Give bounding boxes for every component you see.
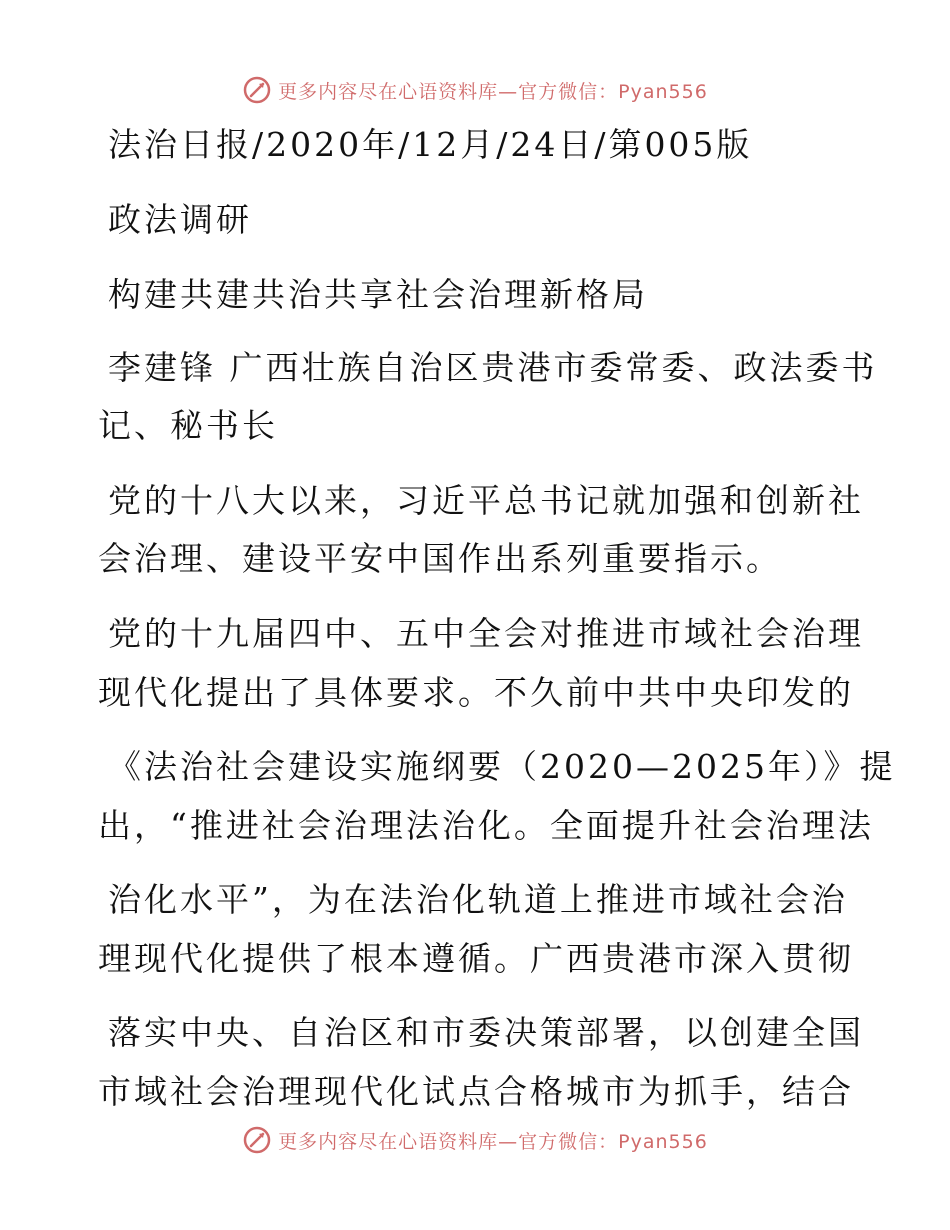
paragraph-line: 落实中央、自治区和市委决策部署，以创建全国 — [108, 1013, 864, 1052]
author-line-continued: 记、秘书长 — [98, 406, 278, 445]
paragraph-line: 党的十八大以来，习近平总书记就加强和创新社 — [108, 481, 864, 520]
watermark-text: 更多内容尽在心语资料库—官方微信：Pyan556 — [278, 80, 708, 103]
paragraph-line: 《法治社会建设实施纲要（2020—2025年）》提 — [108, 747, 896, 786]
publication-line: 法治日报/2020年/12月/24日/第005版 — [108, 125, 753, 164]
paragraph-line: 出，“推进社会治理法治化。全面提升社会治理法 — [98, 806, 874, 845]
author-line: 李建锋 广西壮族自治区贵港市委常委、政法委书 — [108, 348, 878, 387]
quill-logo-icon — [242, 75, 272, 105]
article-title: 构建共建共治共享社会治理新格局 — [108, 275, 648, 314]
paragraph-line: 现代化提出了具体要求。不久前中共中央印发的 — [98, 673, 854, 712]
paragraph-line: 市域社会治理现代化试点合格城市为抓手，结合 — [98, 1072, 854, 1111]
paragraph-line: 治化水平”，为在法治化轨道上推进市域社会治 — [108, 880, 848, 919]
paragraph-line: 会治理、建设平安中国作出系列重要指示。 — [98, 539, 782, 578]
watermark-text: 更多内容尽在心语资料库—官方微信：Pyan556 — [278, 1130, 708, 1153]
watermark-header — [0, 70, 950, 110]
paragraph-line: 理现代化提供了根本遵循。广西贵港市深入贯彻 — [98, 939, 854, 978]
quill-logo-icon — [242, 1125, 272, 1155]
watermark-footer — [0, 1120, 950, 1160]
section-title: 政法调研 — [108, 200, 252, 239]
paragraph-line: 党的十九届四中、五中全会对推进市域社会治理 — [108, 614, 864, 653]
